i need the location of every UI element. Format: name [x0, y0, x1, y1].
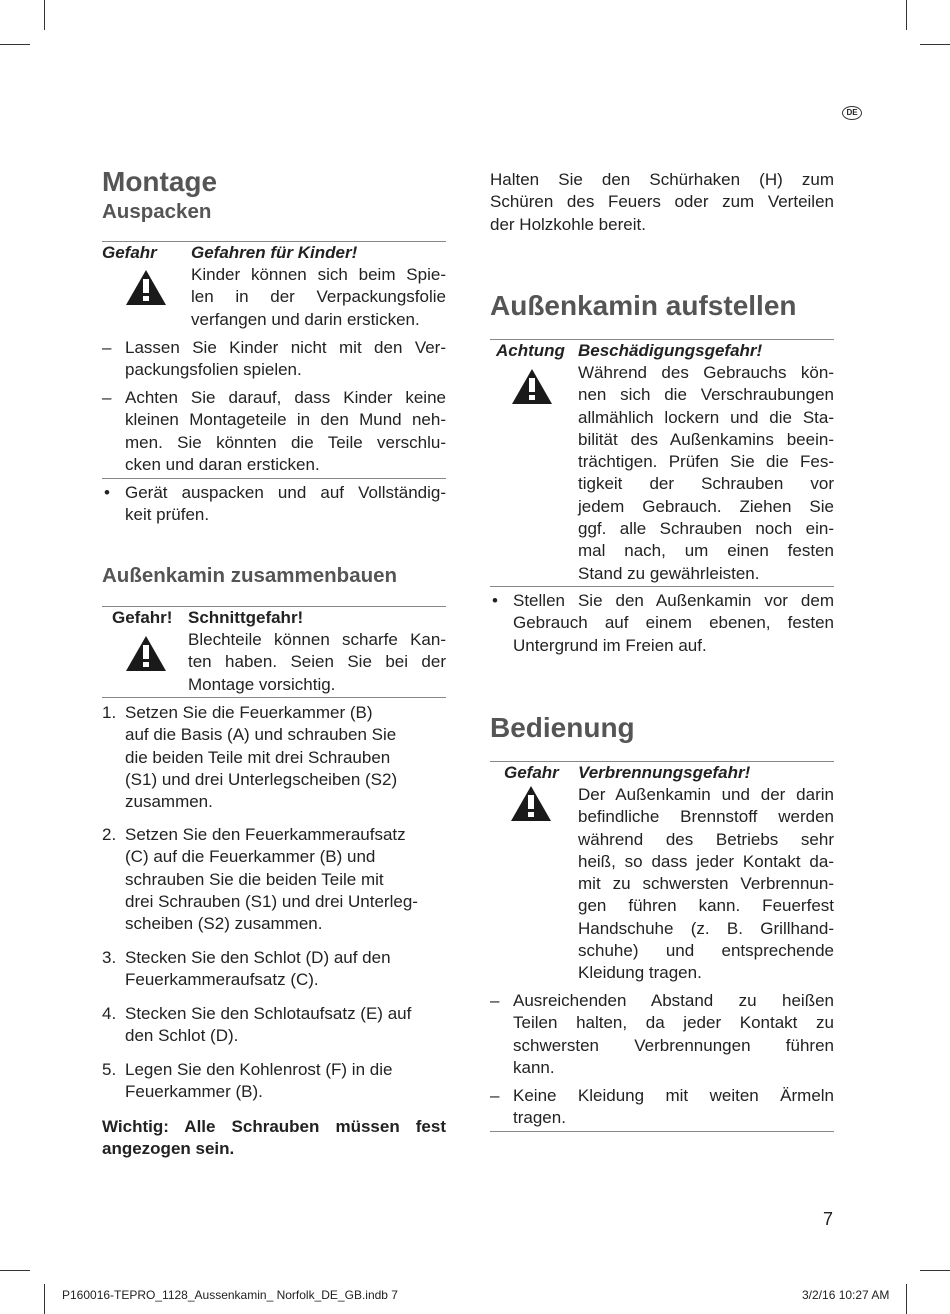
text-line: verfangen und darin ersticken.	[191, 309, 420, 329]
section-title-montage: Montage	[102, 166, 218, 197]
bullet-marker: •	[492, 591, 498, 610]
dash-marker: –	[102, 338, 112, 357]
warning-triangle-icon	[512, 369, 552, 404]
text-line: befindliche Brennstoff werden	[578, 807, 834, 827]
text-line: Gebrauch auf einem ebenen, festen	[513, 613, 834, 633]
divider	[490, 586, 834, 587]
warning-heading: Schnittgefahr!	[188, 608, 304, 627]
text-line: Legen Sie den Kohlenrost (F) in die	[125, 1060, 393, 1079]
text-line: schuhe) und entsprechende	[578, 941, 834, 961]
dash-marker: –	[490, 1086, 500, 1105]
text-line: (C) auf die Feuerkammer (B) und	[125, 847, 376, 867]
text-line: Feuerkammer (B).	[125, 1082, 263, 1102]
text-line: Während des Gebrauchs kön-	[578, 363, 834, 382]
text-line: Teilen halten, da jeder Kontakt zu	[513, 1013, 834, 1033]
step-number: 5.	[102, 1060, 117, 1079]
bullet-marker: •	[104, 483, 110, 502]
text-line: Stand zu gewährleisten.	[578, 563, 760, 583]
text-line: ten haben. Seien Sie bei der	[188, 652, 446, 672]
text-line: Lassen Sie Kinder nicht mit den Ver-	[125, 338, 446, 357]
text-line: Gerät auspacken und auf Vollständig-	[125, 483, 446, 502]
list-item	[513, 1085, 834, 1130]
step-number: 1.	[102, 703, 117, 722]
step-text	[125, 1003, 446, 1048]
text-line: Setzen Sie die Feuerkammer (B)	[125, 703, 373, 722]
warning-heading: Verbrennungsgefahr!	[578, 763, 751, 782]
text-line: gen führen kann. Feuerfest	[578, 896, 834, 916]
text-line: keit prüfen.	[125, 505, 210, 525]
step-number: 3.	[102, 948, 117, 967]
step-text	[125, 824, 446, 935]
warning-triangle-icon	[126, 636, 166, 671]
step-number: 4.	[102, 1004, 117, 1023]
warning-label: Gefahr	[504, 763, 559, 782]
text-line: während des Betriebs sehr	[578, 829, 834, 849]
divider	[102, 697, 446, 698]
warning-label: Gefahr	[102, 243, 157, 262]
footer-filename: P160016-TEPRO_1128_Aussenkamin_ Norfolk_DE_GB.indb 7	[62, 1288, 398, 1302]
list-item	[125, 482, 446, 527]
text-line: auf die Basis (A) und schrauben Sie	[125, 725, 397, 745]
text-line: mit zu schwersten Verbrennun-	[578, 874, 834, 894]
warning-triangle-icon	[511, 786, 551, 821]
warning-heading: Gefahren für Kinder!	[191, 243, 358, 262]
intro-paragraph	[490, 169, 834, 236]
text-line: Setzen Sie den Feuerkammeraufsatz	[125, 825, 406, 844]
text-line: cken und daran ersticken.	[125, 454, 320, 474]
text-line: ggf. alle Schrauben noch ein-	[578, 519, 834, 539]
text-line: Feuerkammeraufsatz (C).	[125, 970, 319, 990]
text-line: Stecken Sie den Schlot (D) auf den	[125, 948, 391, 967]
text-line: men. Sie könnten die Teile verschlu-	[125, 432, 446, 452]
subsection-title-auspacken: Auspacken	[102, 200, 212, 223]
text-line: Der Außenkamin und der darin	[578, 785, 834, 804]
crop-mark	[920, 1270, 950, 1271]
crop-mark	[906, 0, 907, 30]
crop-mark	[0, 1270, 30, 1271]
crop-mark	[906, 1284, 907, 1314]
text-line: allmählich lockern und die Sta-	[578, 407, 834, 427]
text-line: scheiben (S2) zusammen.	[125, 914, 323, 934]
text-line: tigkeit der Schrauben vor	[578, 474, 834, 494]
footer-timestamp: 3/2/16 10:27 AM	[802, 1288, 890, 1302]
text-line: Untergrund im Freien auf.	[513, 635, 707, 655]
text-line: jedem Gebrauch. Ziehen Sie	[578, 496, 834, 516]
text-line: Kleidung tragen.	[578, 963, 702, 983]
warning-text	[578, 362, 834, 585]
list-item	[125, 387, 446, 476]
language-badge: DE	[842, 106, 862, 120]
list-item	[513, 990, 834, 1079]
text-line: kann.	[513, 1057, 555, 1077]
text-line: der Holzkohle bereit.	[490, 214, 646, 234]
text-line: tragen.	[513, 1108, 566, 1128]
warning-label: Gefahr!	[112, 608, 173, 627]
list-item	[513, 590, 834, 657]
section-title-setup: Außenkamin aufstellen	[490, 290, 797, 321]
step-text	[125, 702, 446, 813]
crop-mark	[920, 44, 950, 45]
text-line: Halten Sie den Schürhaken (H) zum	[490, 170, 834, 189]
text-line: Wichtig: Alle Schrauben müssen fest	[102, 1117, 446, 1136]
step-text	[125, 947, 446, 992]
text-line: mal nach, um einen festen	[578, 541, 834, 561]
text-line: die beiden Teile mit drei Schrauben	[125, 747, 391, 767]
text-line: Ausreichenden Abstand zu heißen	[513, 991, 834, 1010]
text-line: heiß, so dass jeder Kontakt da-	[578, 851, 834, 871]
divider	[490, 1131, 834, 1132]
text-line: trächtigen. Prüfen Sie die Fes-	[578, 452, 834, 472]
step-text	[125, 1059, 446, 1104]
text-line: Achten Sie darauf, dass Kinder keine	[125, 388, 446, 407]
list-item	[125, 337, 446, 382]
text-line: nen sich die Verschraubungen	[578, 385, 834, 405]
text-line: Schüren des Feuers oder zum Verteilen	[490, 192, 834, 212]
text-line: schwersten Verbrennungen führen	[513, 1035, 834, 1055]
text-line: Keine Kleidung mit weiten Ärmeln	[513, 1086, 834, 1105]
text-line: kleinen Montageteile in den Mund neh-	[125, 410, 446, 430]
warning-heading: Beschädigungsgefahr!	[578, 341, 763, 360]
divider	[102, 478, 446, 479]
text-line: Handschuhe (z. B. Grillhand-	[578, 918, 834, 938]
warning-text	[188, 629, 446, 696]
crop-mark	[0, 44, 30, 45]
text-line: bilität des Außenkamins beein-	[578, 429, 834, 449]
text-line: den Schlot (D).	[125, 1026, 239, 1046]
text-line: Kinder können sich beim Spie-	[191, 265, 446, 284]
warning-text	[191, 264, 446, 331]
text-line: (S1) und drei Unterlegscheiben (S2)	[125, 769, 398, 789]
text-line: len in der Verpackungsfolie	[191, 287, 446, 307]
text-line: schrauben Sie die beiden Teile mit	[125, 869, 384, 889]
text-line: Stecken Sie den Schlotaufsatz (E) auf	[125, 1004, 412, 1023]
dash-marker: –	[490, 991, 500, 1010]
dash-marker: –	[102, 388, 112, 407]
warning-triangle-icon	[126, 270, 166, 305]
important-note	[102, 1116, 446, 1161]
text-line: drei Schrauben (S1) und drei Unterleg-	[125, 891, 418, 911]
text-line: Montage vorsichtig.	[188, 674, 336, 694]
crop-mark	[44, 0, 45, 30]
text-line: Stellen Sie den Außenkamin vor dem	[513, 591, 834, 610]
crop-mark	[44, 1284, 45, 1314]
warning-label: Achtung	[496, 341, 565, 360]
text-line: zusammen.	[125, 792, 213, 812]
step-number: 2.	[102, 825, 117, 844]
page-number: 7	[823, 1209, 834, 1229]
warning-text	[578, 784, 834, 985]
subsection-title-assembly: Außenkamin zusammenbauen	[102, 564, 398, 587]
section-title-operation: Bedienung	[490, 712, 635, 743]
text-line: Blechteile können scharfe Kan-	[188, 630, 446, 649]
text-line: packungsfolien spielen.	[125, 360, 302, 380]
text-line: angezogen sein.	[102, 1139, 235, 1159]
